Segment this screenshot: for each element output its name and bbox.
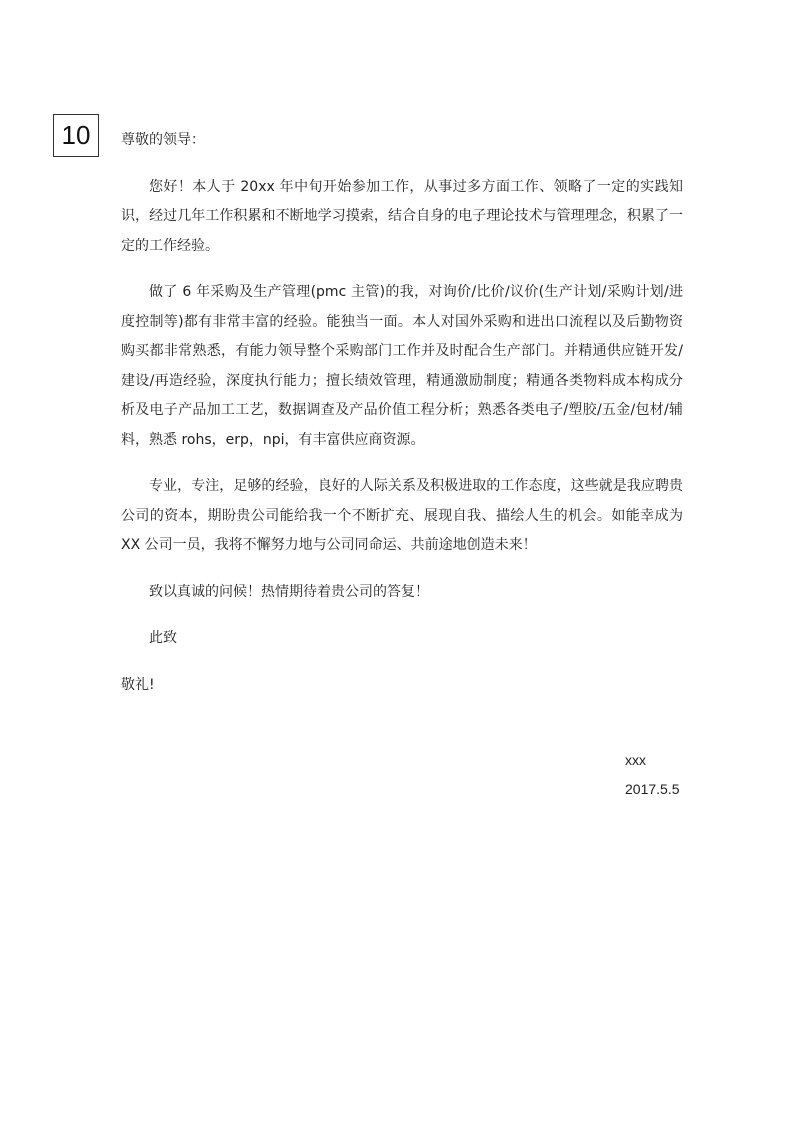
salutation: 尊敬的领导：: [121, 132, 205, 148]
paragraph-experience: 做了 6 年采购及生产管理(pmc 主管)的我，对询价/比价/议价(生产计划/采购计划/进度控制等)都有非常丰富的经验。能独当一面。本人对国外采购和进出口流程以及后勤物资购买都非常熟悉，有能力领导整个采购部门工作并及时配合生产部门。并精通供应链开发/建设/再造经验，深度执行能力；擅长绩效管理，精通激励制度；精通各类物料成本构成分析及电子产品加工工艺，数据调查及产品价值工程分析；熟悉各类电子/塑胶/五金/包材/辅料，熟悉 rohs，erp，npi，有丰富供应商资源。: [121, 284, 683, 448]
signature-name: xxx: [625, 752, 646, 768]
paragraph-intro: 您好！本人于 20xx 年中旬开始参加工作，从事过多方面工作、领略了一定的实践知识，经过几年工作积累和不断地学习摸索，结合自身的电子理论技术与管理理念，积累了一定的工作经验。: [121, 178, 683, 254]
closing-line-1: 此致: [149, 630, 177, 646]
closing-line-2: 敬礼!: [121, 676, 155, 693]
paragraph-motivation: 专业，专注，足够的经验，良好的人际关系及积极进取的工作态度，这些就是我应聘贵公司的资本，期盼贵公司能给我一个不断扩充、展现自我、描绘人生的机会。如能幸成为 XX 公司一员，我将不懈努力地与公司同命运、共前途地创造未来！: [121, 478, 683, 553]
signature-date: 2017.5.5: [625, 781, 680, 797]
letter-body: [121, 126, 683, 700]
page-number: 10: [61, 120, 91, 150]
paragraph-greeting: 致以真诚的问候！热情期待着贵公司的答复！: [149, 583, 429, 600]
signature-block: [625, 746, 680, 804]
page-number-box: [53, 114, 99, 157]
